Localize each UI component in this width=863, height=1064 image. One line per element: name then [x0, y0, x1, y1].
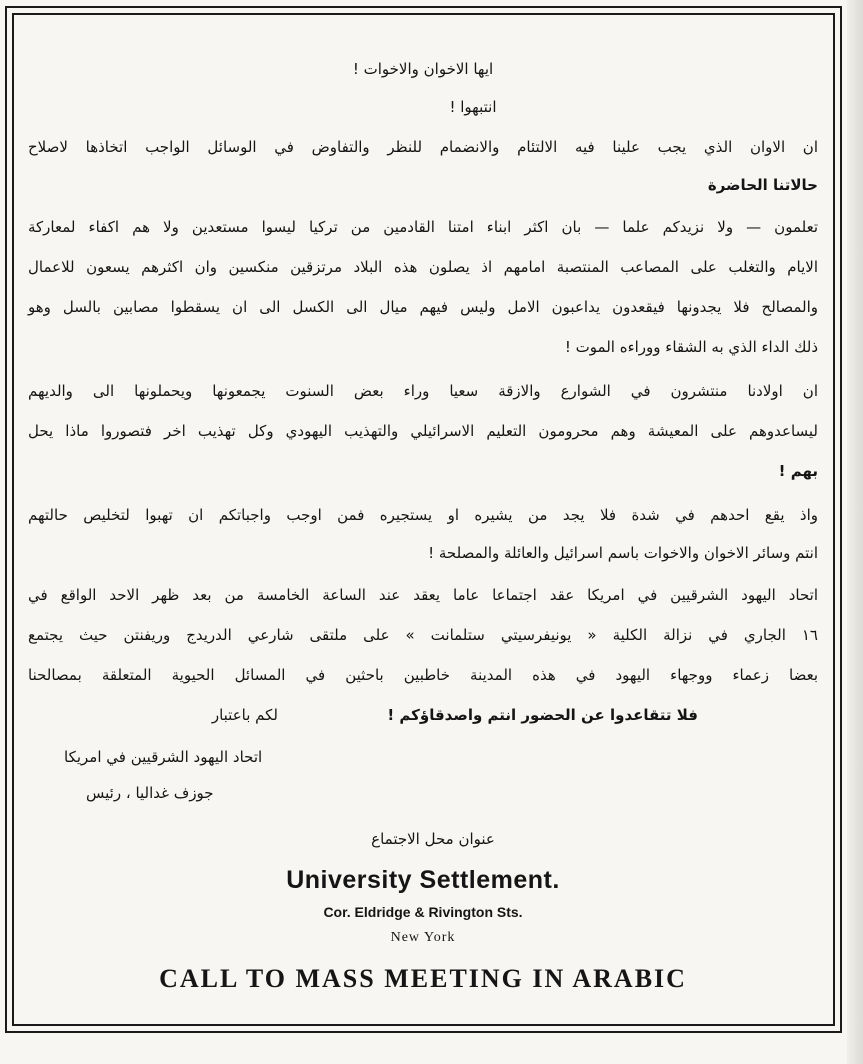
paragraph-1-line-2: حالاتنا الحاضرة	[707, 176, 818, 194]
venue-address: Cor. Eldridge & Rivington Sts.	[323, 904, 523, 920]
paragraph-5-line-1: اتحاد اليهود الشرقيين في امريكا عقد اجتماعا عاما يعقد عند الساعة الخامسة من بعد ظهر الاحد الواقع في	[28, 586, 818, 604]
paragraph-2-line-4: ذلك الداء الذي به الشقاء ووراءه الموت !	[564, 338, 818, 356]
paragraph-2-line-1: تعلمون — ولا نزيدكم علما — بان اكثر ابناء امتنا القادمين من تركيا ليسوا مستعدين ولا هم اكفاء لمعاركة	[28, 218, 818, 236]
salutation: ايها الاخوان والاخوات !	[352, 60, 494, 78]
attention-line: انتبهوا !	[449, 98, 497, 116]
headline: CALL TO MASS MEETING IN ARABIC	[159, 964, 687, 993]
paragraph-2-line-2: الايام والتغلب على المصاعب المنتصبة امامهم اذ يصلون هذه البلاد مرتزقين منكسين وان اكثرهم يسعون للاعمال	[28, 258, 818, 276]
paragraph-5-line-3: بعضا زعماء ووجهاء اليهود في هذه المدينة خاطبين باحثين في المسائل الحيوية المتعلقة بمصالحنا	[28, 666, 818, 684]
venue-city: New York	[390, 930, 456, 945]
paragraph-3-line-2: ليساعدوهم على المعيشة وهم محرومون التعليم الاسرائيلي والتهذيب اليهودي وكل تهذيب اخر فتصوروا ماذا يحل	[28, 422, 818, 440]
page-edge	[847, 0, 863, 1064]
paragraph-4-line-1: واذ يقع احدهم في شدة فلا يجد من يشيره او يستجيره فمن اوجب واجباتكم ان تهبوا لتخليص حالتهم	[28, 506, 818, 524]
paragraph-4-line-2: انتم وسائر الاخوان والاخوات باسم اسرائيل والعائلة والمصلحة !	[428, 544, 818, 562]
paragraph-1-line-1: ان الاوان الذي يجب علينا فيه الالتئام والانضمام للنظر والتفاوض في الوسائل الواجب اتخاذها لاصلاح	[28, 138, 818, 156]
signature-president: جوزف غداليا ، رئيس	[86, 784, 214, 802]
paragraph-2-line-3: والمصالح فلا يجدونها فيقعدون يداعبون الامل وليس فيهم ميال الى الكسل الى ان يسقطوا مصابين بالسل وهو	[28, 298, 818, 316]
paragraph-3-line-3: بهم !	[778, 462, 818, 480]
paragraph-3-line-1: ان اولادنا منتشرون في الشوارع والازقة سعيا وراء بعض السنوت يجمعونها ويحملونها الى والديهم	[28, 382, 818, 400]
notice-body	[28, 52, 818, 1012]
venue-label: عنوان محل الاجتماع	[371, 830, 495, 848]
regards-line: لكم باعتبار	[211, 706, 278, 724]
closing-line: فلا تتقاعدوا عن الحضور انتم واصدقاؤكم !	[387, 706, 698, 724]
signature-org: اتحاد اليهود الشرقيين في امريكا	[64, 748, 263, 766]
paragraph-5-line-2: ١٦ الجاري في نزالة الكلية « يونيفرسيتي ستلمانت » على ملتقى شارعي الدريدج وريفنتن حيث يجتمع	[28, 626, 818, 644]
venue-name: University Settlement.	[286, 866, 560, 894]
